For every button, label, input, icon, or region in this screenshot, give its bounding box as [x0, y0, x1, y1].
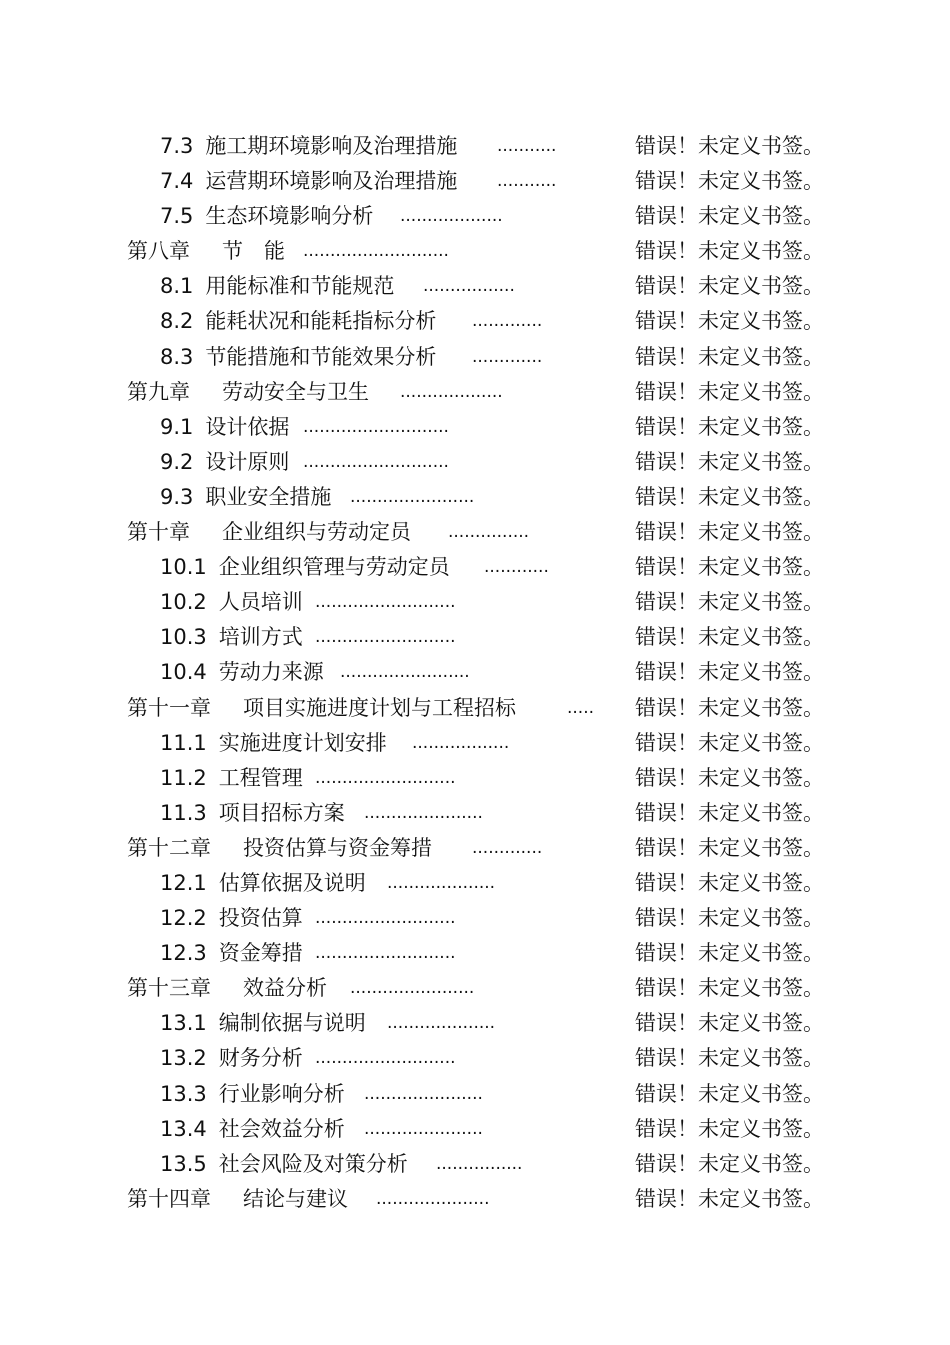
toc-entry-number: 10.2 [160, 590, 207, 615]
toc-entry-name: 投资估算 [218, 906, 303, 931]
toc-entry-number: 11.3 [160, 800, 207, 825]
toc-section-entry[interactable] [0, 480, 950, 515]
toc-entry-name: 行业影响分析 [218, 1081, 345, 1106]
toc-leader-dots: ................ [436, 1153, 523, 1174]
toc-entry-number: 第十三章 [127, 976, 211, 1001]
toc-entry-number: 9.3 [160, 484, 194, 509]
toc-page-reference: 错误！未定义书签。 [635, 1011, 824, 1036]
toc-entry-number: 12.3 [160, 941, 207, 966]
toc-page-reference: 错误！未定义书签。 [635, 1151, 824, 1176]
toc-section-entry[interactable] [0, 410, 950, 445]
toc-section-entry[interactable] [0, 340, 950, 375]
toc-leader-dots: ...................... [364, 1118, 483, 1139]
toc-entry-title [127, 831, 432, 866]
toc-entry-number: 第十二章 [127, 835, 211, 860]
toc-chapter-entry[interactable] [0, 234, 950, 269]
toc-page-reference: 错误！未定义书签。 [635, 765, 824, 790]
toc-leader-dots: .......................... [315, 1048, 456, 1069]
toc-page-reference: 错误！未定义书签。 [635, 520, 824, 545]
toc-leader-dots: ........................ [340, 662, 470, 683]
toc-entry-name: 工程管理 [218, 765, 303, 790]
toc-entry-name: 实施进度计划安排 [218, 730, 387, 755]
toc-leader-dots: .......................... [315, 627, 456, 648]
toc-entry-number: 7.5 [160, 204, 194, 229]
toc-page-reference: 错误！未定义书签。 [635, 134, 824, 158]
toc-entry-name: 设计原则 [205, 449, 290, 474]
toc-entry-name: 项目实施进度计划与工程招标 [243, 695, 516, 720]
toc-leader-dots: ............. [472, 311, 543, 332]
toc-entry-name: 施工期环境影响及治理措施 [205, 134, 458, 158]
toc-entry-number: 10.1 [160, 555, 207, 580]
toc-section-entry[interactable] [0, 269, 950, 304]
toc-entry-name: 结论与建议 [243, 1186, 348, 1211]
toc-leader-dots: ....................... [350, 486, 475, 507]
toc-page-reference: 错误！未定义书签。 [635, 1186, 824, 1211]
toc-leader-dots: ........................... [303, 451, 449, 472]
toc-page-reference: 错误！未定义书签。 [635, 344, 824, 369]
toc-entry-name: 人员培训 [218, 590, 303, 615]
toc-entry-title [160, 866, 366, 901]
toc-entry-number: 13.5 [160, 1151, 207, 1176]
toc-entry-name: 用能标准和节能规范 [205, 274, 395, 299]
toc-entry-title [127, 515, 411, 550]
toc-page-reference: 错误！未定义书签。 [635, 870, 824, 895]
toc-entry-name: 节 能 [222, 239, 285, 264]
toc-leader-dots: ...................... [364, 802, 483, 823]
toc-page-reference: 错误！未定义书签。 [635, 695, 824, 720]
toc-section-entry[interactable] [0, 129, 950, 164]
toc-leader-dots: .................... [387, 1013, 496, 1034]
toc-leader-dots: ........................... [303, 241, 449, 262]
toc-page-reference: 错误！未定义书签。 [635, 1046, 824, 1071]
toc-entry-name: 运营期环境影响及治理措施 [205, 169, 458, 194]
toc-leader-dots: ........... [497, 136, 557, 156]
toc-entry-name: 社会效益分析 [218, 1116, 345, 1141]
toc-entry-title [160, 1077, 345, 1112]
toc-page-reference: 错误！未定义书签。 [635, 941, 824, 966]
toc-entry-name: 估算依据及说明 [218, 870, 366, 895]
toc-entry-title [160, 304, 436, 339]
toc-page-reference: 错误！未定义书签。 [635, 169, 824, 194]
toc-leader-dots: .................. [412, 732, 510, 753]
toc-leader-dots: ........... [497, 171, 557, 192]
toc-section-entry[interactable] [0, 199, 950, 234]
toc-leader-dots: ............ [484, 557, 549, 578]
toc-leader-dots: ...................... [364, 1083, 483, 1104]
toc-page-reference: 错误！未定义书签。 [635, 379, 824, 404]
toc-entry-name: 效益分析 [243, 976, 327, 1001]
toc-entry-number: 9.1 [160, 414, 194, 439]
toc-entry-title [160, 936, 303, 971]
toc-section-entry[interactable] [0, 901, 950, 936]
table-of-contents [0, 129, 950, 1217]
toc-entry-number: 7.4 [160, 169, 194, 194]
toc-chapter-entry[interactable] [0, 375, 950, 410]
toc-entry-title [160, 199, 373, 234]
toc-chapter-entry[interactable] [0, 515, 950, 550]
toc-section-entry[interactable] [0, 1112, 950, 1147]
toc-section-entry[interactable] [0, 304, 950, 339]
toc-page-reference: 错误！未定义书签。 [635, 239, 824, 264]
toc-entry-title [160, 1112, 345, 1147]
toc-entry-number: 8.1 [160, 274, 194, 299]
toc-entry-number: 8.3 [160, 344, 194, 369]
toc-entry-title [160, 550, 450, 585]
toc-section-entry[interactable] [0, 655, 950, 690]
toc-entry-title [127, 971, 327, 1006]
toc-entry-title [160, 761, 303, 796]
toc-entry-title [127, 234, 285, 269]
toc-page-reference: 错误！未定义书签。 [635, 309, 824, 334]
toc-leader-dots: ....................... [350, 978, 475, 999]
toc-entry-number: 13.3 [160, 1081, 207, 1106]
toc-entry-name: 培训方式 [218, 625, 303, 650]
toc-entry-title [160, 340, 436, 375]
toc-section-entry[interactable] [0, 164, 950, 199]
toc-entry-number: 11.1 [160, 730, 207, 755]
toc-entry-number: 10.4 [160, 660, 207, 685]
toc-entry-title [160, 410, 289, 445]
toc-entry-name: 项目招标方案 [218, 800, 345, 825]
toc-entry-number: 12.2 [160, 906, 207, 931]
toc-section-entry[interactable] [0, 1006, 950, 1041]
toc-section-entry[interactable] [0, 796, 950, 831]
toc-page-reference: 错误！未定义书签。 [635, 906, 824, 931]
toc-entry-name: 劳动力来源 [218, 660, 324, 685]
toc-page-reference: 错误！未定义书签。 [635, 555, 824, 580]
toc-section-entry[interactable] [0, 726, 950, 761]
toc-entry-number: 11.2 [160, 765, 207, 790]
toc-leader-dots: ............. [472, 837, 543, 858]
toc-page-reference: 错误！未定义书签。 [635, 274, 824, 299]
toc-entry-title [127, 1182, 348, 1217]
toc-section-entry[interactable] [0, 761, 950, 796]
toc-entry-name: 设计依据 [205, 414, 290, 439]
toc-entry-title [127, 691, 516, 726]
toc-leader-dots: .......................... [315, 592, 456, 613]
toc-entry-title [127, 375, 369, 410]
toc-page-reference: 错误！未定义书签。 [635, 484, 824, 509]
toc-leader-dots: .......................... [315, 767, 456, 788]
toc-section-entry[interactable] [0, 1041, 950, 1076]
toc-section-entry[interactable] [0, 585, 950, 620]
toc-entry-number: 13.4 [160, 1116, 207, 1141]
toc-entry-title [160, 480, 331, 515]
toc-entry-name: 职业安全措施 [205, 484, 332, 509]
toc-entry-number: 第八章 [127, 239, 190, 264]
toc-entry-title [160, 269, 394, 304]
toc-entry-number: 第十四章 [127, 1186, 211, 1211]
toc-leader-dots: ............... [448, 522, 530, 543]
toc-chapter-entry[interactable] [0, 691, 950, 726]
toc-page-reference: 错误！未定义书签。 [635, 835, 824, 860]
toc-section-entry[interactable] [0, 620, 950, 655]
toc-chapter-entry[interactable] [0, 1182, 950, 1217]
toc-leader-dots: ........................... [303, 416, 449, 437]
toc-entry-title [160, 796, 345, 831]
toc-entry-name: 社会风险及对策分析 [218, 1151, 408, 1176]
toc-page-reference: 错误！未定义书签。 [635, 1116, 824, 1141]
toc-leader-dots: ............. [472, 346, 543, 367]
toc-chapter-entry[interactable] [0, 971, 950, 1006]
toc-chapter-entry[interactable] [0, 831, 950, 866]
toc-leader-dots: ................... [400, 381, 503, 402]
toc-page-reference: 错误！未定义书签。 [635, 1081, 824, 1106]
toc-page-reference: 错误！未定义书签。 [635, 660, 824, 685]
toc-page-reference: 错误！未定义书签。 [635, 730, 824, 755]
toc-leader-dots: ..................... [376, 1188, 490, 1209]
toc-entry-name: 劳动安全与卫生 [222, 379, 369, 404]
toc-page-reference: 错误！未定义书签。 [635, 976, 824, 1001]
toc-entry-title [160, 655, 324, 690]
toc-page-reference: 错误！未定义书签。 [635, 625, 824, 650]
toc-entry-title [160, 164, 457, 199]
toc-entry-title [160, 620, 303, 655]
toc-section-entry[interactable] [0, 1077, 950, 1112]
toc-page-reference: 错误！未定义书签。 [635, 449, 824, 474]
toc-entry-title [160, 1041, 303, 1076]
toc-entry-name: 企业组织与劳动定员 [222, 520, 411, 545]
toc-entry-number: 13.1 [160, 1011, 207, 1036]
toc-page-reference: 错误！未定义书签。 [635, 800, 824, 825]
toc-entry-title [160, 1006, 366, 1041]
toc-entry-number: 12.1 [160, 870, 207, 895]
toc-entry-number: 第十章 [127, 520, 190, 545]
toc-entry-number: 第十一章 [127, 695, 211, 720]
toc-entry-number: 10.3 [160, 625, 207, 650]
toc-entry-title [160, 901, 303, 936]
toc-leader-dots: ................. [423, 276, 515, 297]
toc-leader-dots: .......................... [315, 943, 456, 964]
toc-leader-dots: .......................... [315, 908, 456, 929]
toc-entry-name: 能耗状况和能耗指标分析 [205, 309, 437, 334]
toc-section-entry[interactable] [0, 1147, 950, 1182]
toc-section-entry[interactable] [0, 866, 950, 901]
toc-entry-number: 7.3 [160, 134, 194, 158]
toc-leader-dots: .................... [387, 872, 496, 893]
toc-entry-title [160, 726, 387, 761]
toc-leader-dots: ..... [567, 697, 595, 718]
toc-page-reference: 错误！未定义书签。 [635, 414, 824, 439]
toc-section-entry[interactable] [0, 936, 950, 971]
toc-entry-name: 资金筹措 [218, 941, 303, 966]
toc-page-reference: 错误！未定义书签。 [635, 204, 824, 229]
toc-entry-number: 9.2 [160, 449, 194, 474]
toc-entry-number: 8.2 [160, 309, 194, 334]
toc-section-entry[interactable] [0, 550, 950, 585]
toc-entry-name: 投资估算与资金筹措 [243, 835, 432, 860]
toc-entry-title [160, 445, 289, 480]
toc-entry-name: 编制依据与说明 [218, 1011, 366, 1036]
toc-entry-name: 企业组织管理与劳动定员 [218, 555, 450, 580]
toc-entry-number: 第九章 [127, 379, 190, 404]
toc-entry-name: 节能措施和节能效果分析 [205, 344, 437, 369]
toc-entry-title [160, 585, 303, 620]
toc-entry-title [160, 129, 457, 164]
toc-section-entry[interactable] [0, 445, 950, 480]
toc-entry-name: 财务分析 [218, 1046, 303, 1071]
toc-entry-name: 生态环境影响分析 [205, 204, 374, 229]
toc-entry-title [160, 1147, 408, 1182]
toc-page-reference: 错误！未定义书签。 [635, 590, 824, 615]
toc-entry-number: 13.2 [160, 1046, 207, 1071]
toc-leader-dots: ................... [400, 206, 503, 227]
